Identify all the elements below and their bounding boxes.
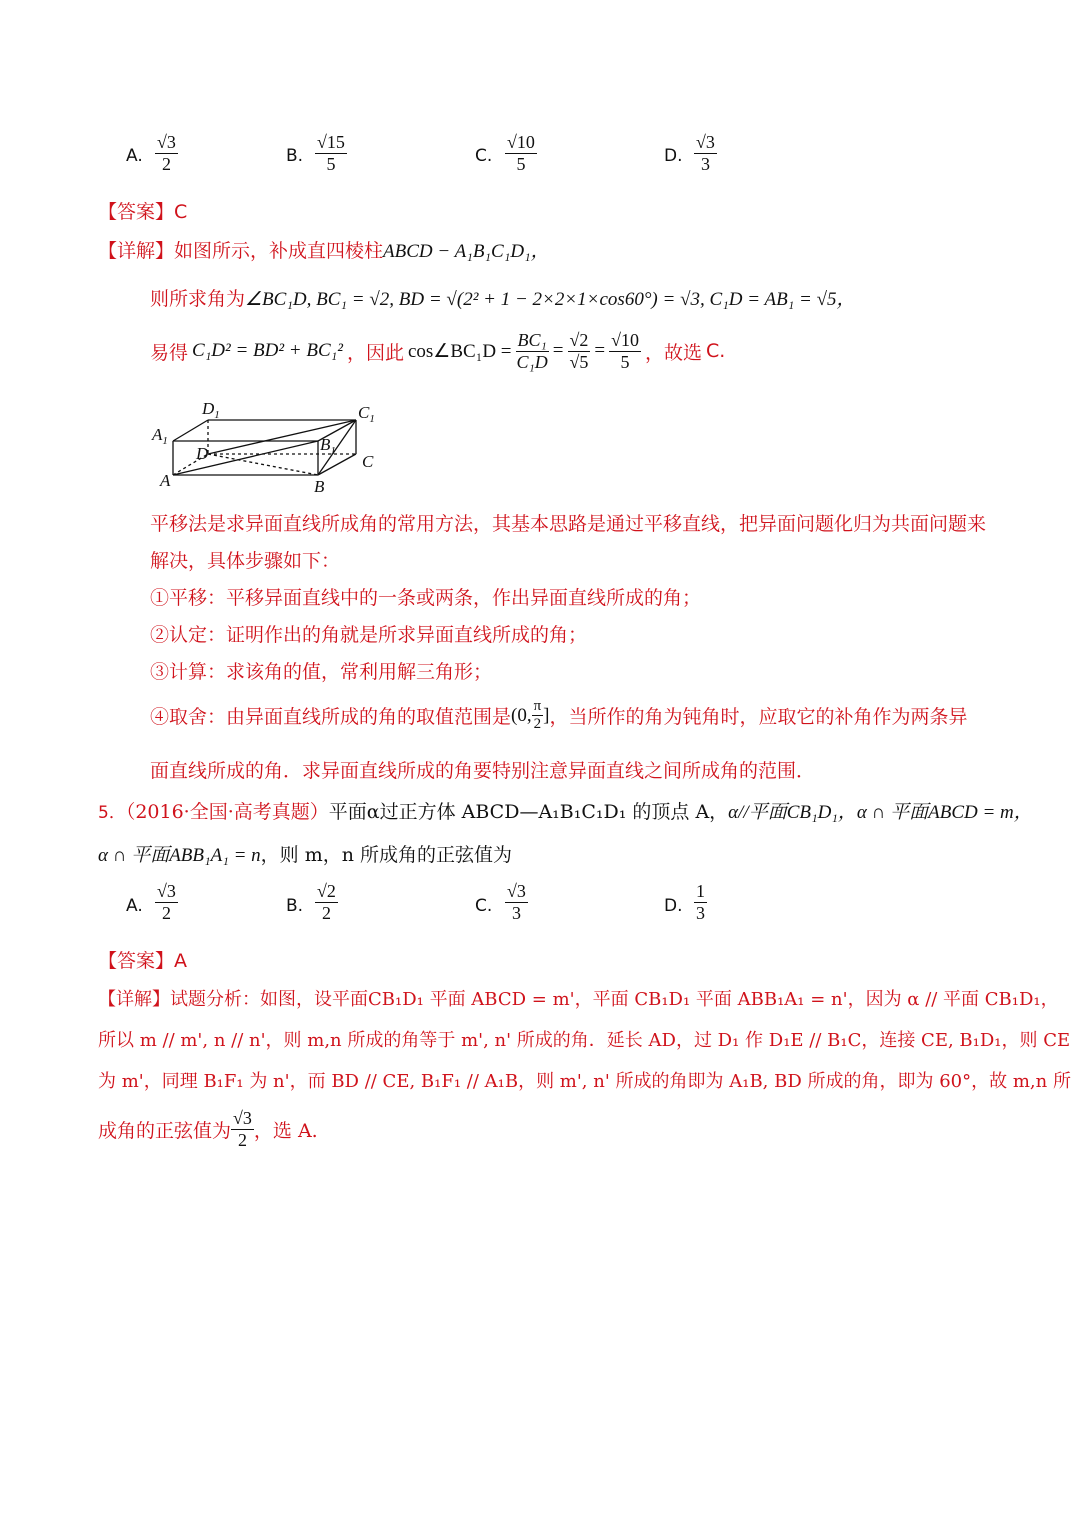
edge-a1d1 (173, 420, 208, 441)
label-c1: $C_1$ (358, 403, 375, 425)
q5-option-a-value: √3 2 (157, 881, 176, 923)
label-d: D (196, 444, 209, 463)
method-step1: ①平移：平移异面直线中的一条或两条，作出异面直线所成的角； (150, 587, 702, 609)
q5-option-b-label: B. (286, 896, 304, 916)
q5-detail-line2: 所以 m // m', n // n'，则 m,n 所成的角等于 m', n' 所成的角．延长 AD，过 D₁ 作 D₁E // B₁C，连接 CE, B₁D₁，则 CE (98, 1030, 1071, 1051)
q4-detail-line1: 【详解】如图所示，补成直四棱柱ABCD − A₁B₁C₁D₁， (98, 240, 550, 262)
q5-detail-line1: 【详解】试题分析：如图，设平面CB₁D₁ 平面 ABCD = m'，平面 CB₁D₁ 平面 ABB₁A₁ = n'，因为 α // 平面 CB₁D₁， (98, 989, 1059, 1010)
q5-answer: 【答案】A (98, 950, 188, 972)
q5-option-d-value: 1 3 (696, 881, 705, 923)
diagonal-ab1 (173, 441, 318, 475)
method-step4-continued: 面直线所成的角．求异面直线所成的角要特别注意异面直线之间所成角的范围． (150, 760, 816, 782)
label-b1: $B_1$ (320, 435, 336, 457)
label-a: A (160, 471, 171, 490)
q4-option-a-value: √3 2 (157, 132, 176, 174)
label-a1: $A_1$ (152, 425, 168, 447)
fraction-root10-over-5: $\frac{√10}{5}$ (611, 330, 639, 372)
q4-option-b-label: B. (286, 146, 304, 166)
q4-option-c-label: C. (475, 146, 493, 166)
label-b: B (314, 477, 325, 496)
label-c: C (362, 452, 374, 471)
q4-option-c-value: √10 5 (507, 132, 535, 174)
method-step3: ③计算：求该角的值，常利用解三角形； (150, 661, 493, 683)
q5-option-b-value: √2 2 (317, 881, 336, 923)
fraction-bc1-over-c1d: $\frac{\text{BC₁}}{\text{C₁D}}$ (516, 330, 548, 372)
q5-option-c-label: C. (475, 896, 493, 916)
fraction-root3-over-2: $\frac{√3}{2}$ (233, 1108, 252, 1150)
fraction-pi-over-2: $\frac{\pi}{2}$ (533, 698, 542, 733)
q4-detail-line2: 则所求角为∠BC₁D, BC₁ = √2, BD = √(2² + 1 − 2×2×1×cos60°) = √3, C₁D = AB₁ = √5， (150, 288, 856, 310)
q5-stem-line2: α ∩ 平面ABB₁A₁ = n，则 m，n 所成角的正弦值为 (98, 844, 512, 866)
q4-option-d-label: D. (664, 146, 683, 166)
fraction-root2-over-root5: $\frac{√2}{√5}$ (569, 330, 589, 372)
q4-answer: 【答案】C (98, 201, 188, 223)
q5-option-c-value: √3 3 (507, 881, 526, 923)
prism-figure (148, 398, 388, 498)
q5-stem-line1: 5．（2016·全国·高考真题）平面α过正方体 ABCD—A₁B₁C₁D₁ 的顶点 A，α//平面CB₁D₁，α ∩ 平面ABCD = m， (98, 801, 1033, 823)
q5-option-a-label: A. (126, 896, 143, 916)
q5-option-d-label: D. (664, 896, 683, 916)
method-step4: ④取舍：由异面直线所成的角的取值范围是 (0, $\frac{\pi}{2}$ ] ，当所作的角为钝角时，应取它的补角作为两条异 (150, 698, 968, 733)
method-step2: ②认定：证明作出的角就是所求异面直线所成的角； (150, 624, 588, 646)
q5-detail-line3: 为 m'，同理 B₁F₁ 为 n'，而 BD // CE, B₁F₁ // A₁B，则 m', n' 所成的角即为 A₁B, BD 所成的角，即为 60°，故 m,n 所 (98, 1071, 1071, 1092)
q4-option-d-value: √3 3 (696, 132, 715, 174)
q4-option-b-value: √15 5 (317, 132, 345, 174)
method-intro-line2: 解决，具体步骤如下： (150, 550, 341, 572)
q5-detail-line4: 成角的正弦值为 $\frac{√3}{2}$ ，选 A. (98, 1108, 318, 1150)
q4-option-a-label: A. (126, 146, 143, 166)
q4-detail-line3: 易得 C₁D² = BD² + BC₁² ，因此 cos∠BC₁D = $\frac{\text{BC₁}}{\text{C₁D}}$ = $\frac{√2}{√5}$ = $\frac{√10}{5}$ ，故选 C. (150, 330, 726, 372)
method-intro-line1: 平移法是求异面直线所成角的常用方法，其基本思路是通过平移直线，把异面问题化归为共面问题来 (150, 513, 987, 535)
edge-bc (318, 454, 356, 475)
hidden-diagonal-db (208, 454, 318, 475)
label-d1: $D_1$ (202, 399, 220, 421)
